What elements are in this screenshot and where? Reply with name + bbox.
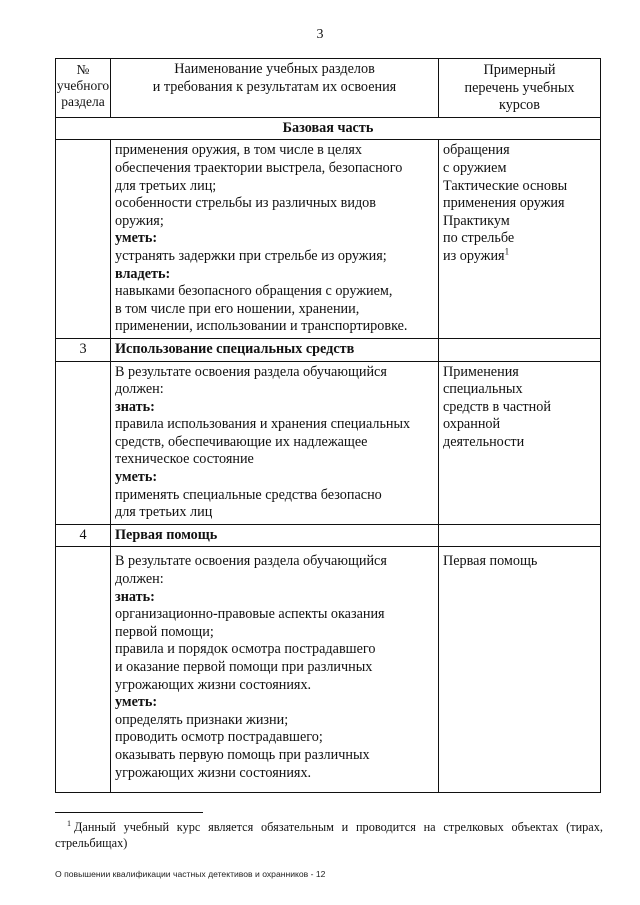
- page-number: 3: [316, 27, 324, 42]
- row-number: 4: [56, 524, 111, 547]
- header-courses: [439, 59, 601, 118]
- content-line: уметь:: [115, 469, 158, 486]
- empty-cell: [56, 361, 111, 524]
- table-row: [56, 338, 601, 361]
- course-line: [443, 248, 596, 266]
- course-line: Первая помощь: [443, 553, 538, 570]
- course-line: по стрельбе: [443, 230, 515, 247]
- header-line: Примерный: [483, 62, 556, 78]
- course-line: средств в частной: [443, 398, 551, 415]
- row-content-cell: [111, 140, 439, 339]
- content-line: уметь:: [115, 694, 158, 711]
- content-line: применении, использовании и транспортировке.: [115, 318, 408, 335]
- course-line: Тактические основы: [443, 177, 568, 194]
- content-line: должен:: [115, 381, 164, 398]
- content-line: угрожающих жизни состояниях.: [115, 676, 312, 693]
- footnote-reference: 1: [504, 246, 510, 257]
- row-courses-cell: [439, 547, 601, 793]
- header-line: Наименование учебных разделов: [174, 61, 375, 77]
- content-line: угрожающих жизни состояниях.: [115, 764, 312, 781]
- row-number: 3: [56, 338, 111, 361]
- section-title: Базовая часть: [56, 117, 601, 140]
- row-courses-cell: [439, 361, 601, 524]
- course-line: охранной: [443, 416, 501, 433]
- course-line: применения оружия: [443, 195, 565, 212]
- empty-cell: [439, 338, 601, 361]
- content-line: организационно-правовые аспекты оказания: [115, 606, 385, 623]
- content-line: должен:: [115, 571, 164, 588]
- course-line: специальных: [443, 381, 523, 398]
- content-line: оказывать первую помощь при различных: [115, 746, 370, 763]
- content-line: правила использования и хранения специальных: [115, 416, 411, 433]
- section-row: [56, 117, 601, 140]
- content-line: оружия;: [115, 212, 164, 229]
- table-row: [56, 361, 601, 524]
- content-line: проводить осмотр пострадавшего;: [115, 729, 323, 746]
- footnote-mark: 1: [67, 819, 71, 828]
- content-line: для третьих лиц: [115, 504, 213, 521]
- row-content-cell: [111, 361, 439, 524]
- empty-cell: [439, 524, 601, 547]
- content-line: владеть:: [115, 265, 171, 282]
- header-section-number: [56, 59, 111, 118]
- content-line: В результате освоения раздела обучающийся: [115, 553, 387, 570]
- header-line: перечень учебных: [464, 79, 575, 96]
- content-line: и оказание первой помощи при различных: [115, 659, 373, 675]
- row-number-cell: [56, 140, 111, 339]
- row-content-cell: [111, 547, 439, 793]
- header-line: раздела: [61, 94, 105, 109]
- row-title: Использование специальных средств: [111, 338, 439, 361]
- content-line: первой помощи;: [115, 623, 214, 640]
- content-line: применять специальные средства безопасно: [115, 486, 382, 503]
- content-line: определять признаки жизни;: [115, 711, 289, 728]
- course-line: с оружием: [443, 159, 507, 176]
- content-line: техническое состояние: [115, 451, 254, 468]
- empty-cell: [56, 547, 111, 793]
- course-line-text: из оружия: [443, 247, 505, 264]
- header-line: учебного: [56, 78, 110, 93]
- content-line: для третьих лиц;: [115, 177, 217, 194]
- course-line: Применения: [443, 363, 519, 380]
- content-line: средств, обеспечивающие их надлежащее: [115, 433, 368, 450]
- course-line: обращения: [443, 142, 510, 159]
- header-line: и требования к результатам их освоения: [152, 78, 397, 95]
- header-section-name: [111, 59, 439, 118]
- curriculum-table: [55, 58, 601, 793]
- table-row: [56, 140, 601, 339]
- content-line: устранять задержки при стрельбе из оружия;: [115, 247, 387, 264]
- course-line: Практикум: [443, 212, 510, 229]
- content-line: знать:: [115, 398, 155, 415]
- content-line: обеспечения траектории выстрела, безопасного: [115, 159, 403, 176]
- header-line: №: [76, 62, 90, 77]
- content-line: навыками безопасного обращения с оружием,: [115, 283, 393, 300]
- row-title: Первая помощь: [111, 524, 439, 547]
- footnote-divider: [55, 812, 203, 813]
- content-line: уметь:: [115, 230, 158, 247]
- content-line: правила и порядок осмотра пострадавшего: [115, 641, 376, 658]
- header-line: курсов: [499, 97, 540, 114]
- content-line: особенности стрельбы из различных видов: [115, 195, 376, 212]
- content-line: в том числе при его ношении, хранении,: [115, 300, 360, 317]
- content-line: В результате освоения раздела обучающийся: [115, 363, 387, 380]
- content-line: применения оружия, в том числе в целях: [115, 142, 363, 159]
- content-line: знать:: [115, 588, 155, 605]
- footnote-text: Данный учебный курс является обязательным и проводится на стрелковых объектах (тирах, стрельбищах): [55, 820, 603, 850]
- course-line: деятельности: [443, 433, 525, 450]
- table-row: [56, 524, 601, 547]
- table-header-row: [56, 59, 601, 118]
- row-courses-cell: [439, 140, 601, 339]
- footnote: [55, 816, 603, 851]
- table-row: [56, 547, 601, 793]
- page-footer: О повышении квалификации частных детективов и охранников - 12: [55, 869, 326, 879]
